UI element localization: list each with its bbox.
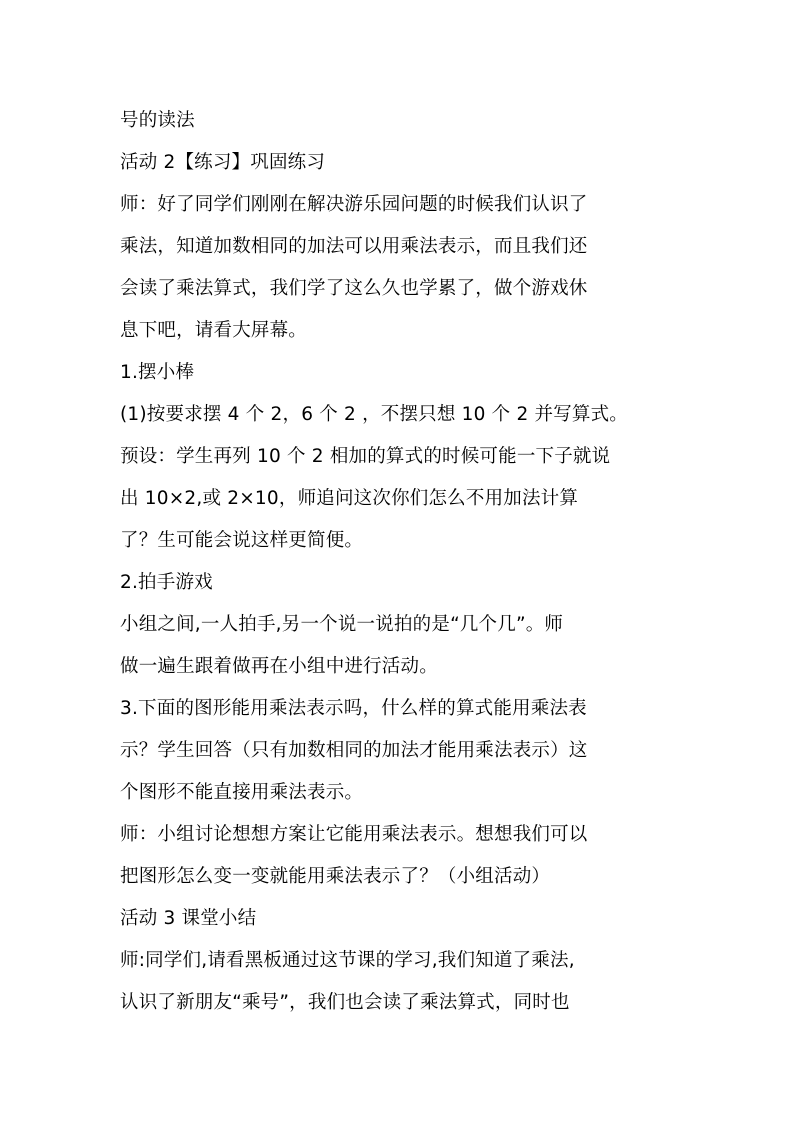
text-line-section-tail: 号的读法 — [120, 110, 195, 131]
text-line-discussion-2: 把图形怎么变一变就能用乘法表示了？（小组活动） — [120, 866, 551, 887]
heading-activity-2: 活动 2【练习】巩固练习 — [120, 152, 326, 173]
text-line-teacher-4: 息下吧，请看大屏幕。 — [120, 320, 308, 341]
text-line-discussion-1: 师：小组讨论想想方案让它能用乘法表示。想想我们可以 — [120, 824, 588, 845]
text-line-teacher-1: 师：好了同学们刚刚在解决游乐园问题的时候我们认识了 — [120, 194, 588, 215]
text-line-item-1-task: (1)按要求摆 4 个 2，6 个 2 ，不摆只想 10 个 2 并写算式。 — [120, 404, 629, 425]
heading-activity-3: 活动 3 课堂小结 — [120, 908, 257, 929]
heading-item-1: 1.摆小棒 — [120, 362, 195, 383]
text-line-item-3-1: 3.下面的图形能用乘法表示吗，什么样的算式能用乘法表 — [120, 698, 587, 719]
document-body — [120, 100, 680, 1024]
text-line-game-1: 小组之间,一人拍手,另一个说一说拍的是“几个几”。师 — [120, 614, 564, 635]
heading-item-2: 2.拍手游戏 — [120, 572, 213, 593]
text-line-teacher-2: 乘法，知道加数相同的加法可以用乘法表示，而且我们还 — [120, 236, 588, 257]
text-line-item-3-2: 示？学生回答（只有加数相同的加法才能用乘法表示）这 — [120, 740, 588, 761]
text-line-item-3-3: 个图形不能直接用乘法表示。 — [120, 782, 364, 803]
text-line-teacher-3: 会读了乘法算式，我们学了这么久也学累了，做个游戏休 — [120, 278, 588, 299]
text-line-summary-1: 师:同学们,请看黑板通过这节课的学习,我们知道了乘法, — [120, 950, 575, 971]
text-line-summary-2: 认识了新朋友“乘号”，我们也会读了乘法算式，同时也 — [120, 992, 570, 1013]
text-line-preset-2: 出 10×2,或 2×10，师追问这次你们怎么不用加法计算 — [120, 488, 579, 509]
text-line-preset-3: 了？生可能会说这样更简便。 — [120, 530, 364, 551]
text-line-game-2: 做一遍生跟着做再在小组中进行活动。 — [120, 656, 438, 677]
text-line-preset-1: 预设：学生再列 10 个 2 相加的算式的时候可能一下子就说 — [120, 446, 611, 467]
